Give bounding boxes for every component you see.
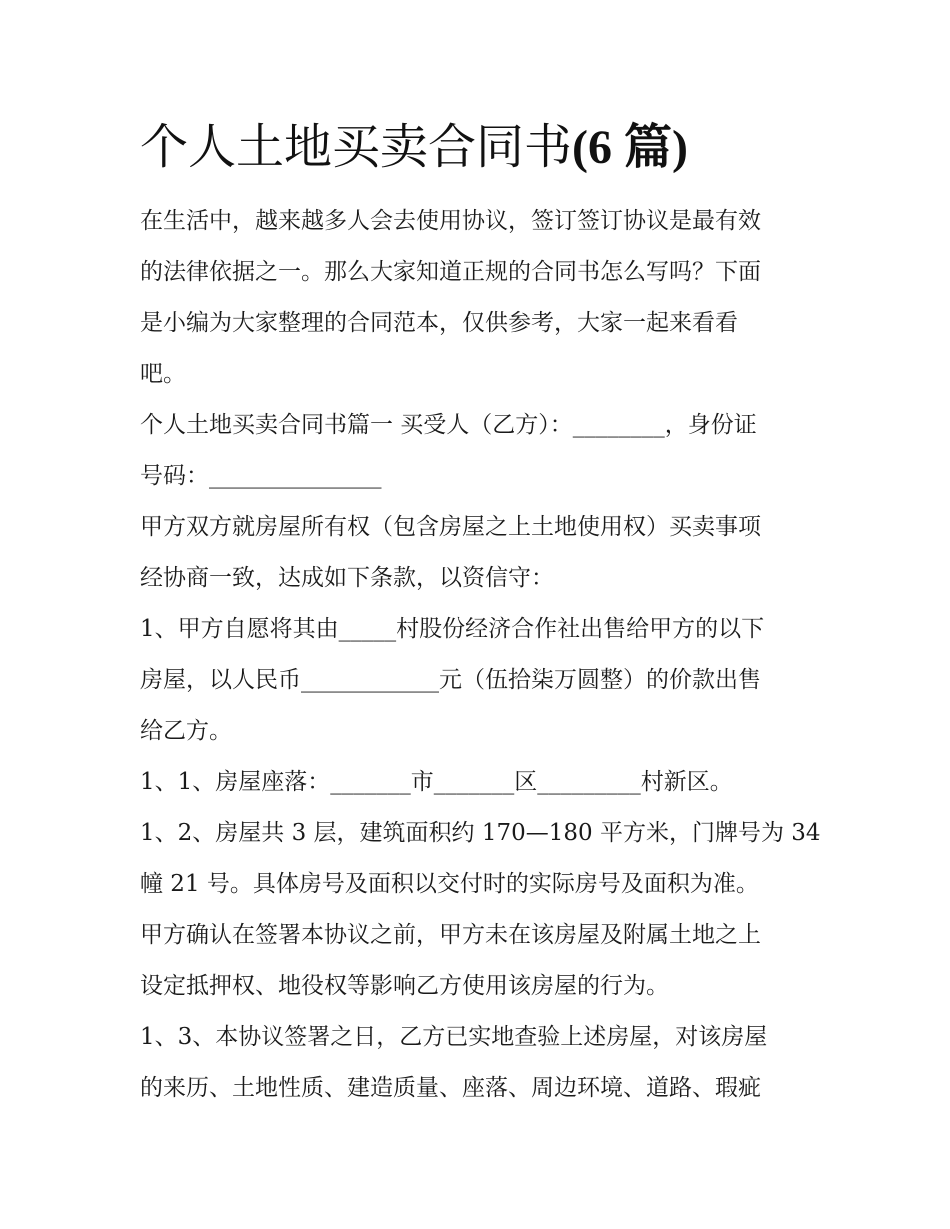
title-suffix: (6 篇) xyxy=(572,121,688,174)
text-line: 的法律依据之一。那么大家知道正规的合同书怎么写吗？下面 xyxy=(140,259,761,285)
document-title xyxy=(140,112,688,183)
paragraph-clause-1-1 xyxy=(140,757,812,808)
text-line: 经协商一致，达成如下条款，以资信守： xyxy=(140,565,554,591)
paragraph-buyer xyxy=(140,400,812,502)
text-line: 吧。 xyxy=(140,361,186,387)
text-line: 1、甲方自愿将其由_____村股份经济合作社出售给甲方的以下 xyxy=(140,616,765,642)
text-line: 设定抵押权、地役权等影响乙方使用该房屋的行为。 xyxy=(140,973,669,999)
document-body xyxy=(140,196,821,1114)
text-line: 在生活中，越来越多人会去使用协议，签订签订协议是最有效 xyxy=(140,208,761,234)
text-line: 1、3、本协议签署之日，乙方已实地查验上述房屋，对该房屋 xyxy=(140,1024,768,1050)
paragraph-clause-1-2 xyxy=(140,808,821,910)
text-line: 甲方确认在签署本协议之前，甲方未在该房屋及附属土地之上 xyxy=(140,922,761,948)
text-line: 甲方双方就房屋所有权（包含房屋之上土地使用权）买卖事项 xyxy=(140,514,761,540)
text-line: 房屋，以人民币____________元（伍拾柒万圆整）的价款出售 xyxy=(140,667,761,693)
text-line: 号码：_______________ xyxy=(140,463,382,489)
text-line: 是小编为大家整理的合同范本，仅供参考，大家一起来看看 xyxy=(140,310,738,336)
paragraph-confirmation xyxy=(140,910,812,1012)
paragraph-clause-1-3 xyxy=(140,1012,812,1114)
title-main: 个人土地买卖合同书 xyxy=(140,119,573,175)
text-line: 的来历、土地性质、建造质量、座落、周边环境、道路、瑕疵 xyxy=(140,1075,761,1101)
text-line: 1、1、房屋座落：_______市_______区_________村新区。 xyxy=(140,769,733,795)
text-line: 个人土地买卖合同书篇一 买受人（乙方）：________，身份证 xyxy=(140,412,757,438)
text-line: 1、2、房屋共 3 层，建筑面积约 170—180 平方米，门牌号为 34 xyxy=(140,820,821,846)
paragraph-intro xyxy=(140,196,812,400)
text-line: 给乙方。 xyxy=(140,718,232,744)
text-line: 幢 21 号。具体房号及面积以交付时的实际房号及面积为准。 xyxy=(140,871,759,897)
paragraph-agreement xyxy=(140,502,812,604)
paragraph-clause-1 xyxy=(140,604,812,757)
